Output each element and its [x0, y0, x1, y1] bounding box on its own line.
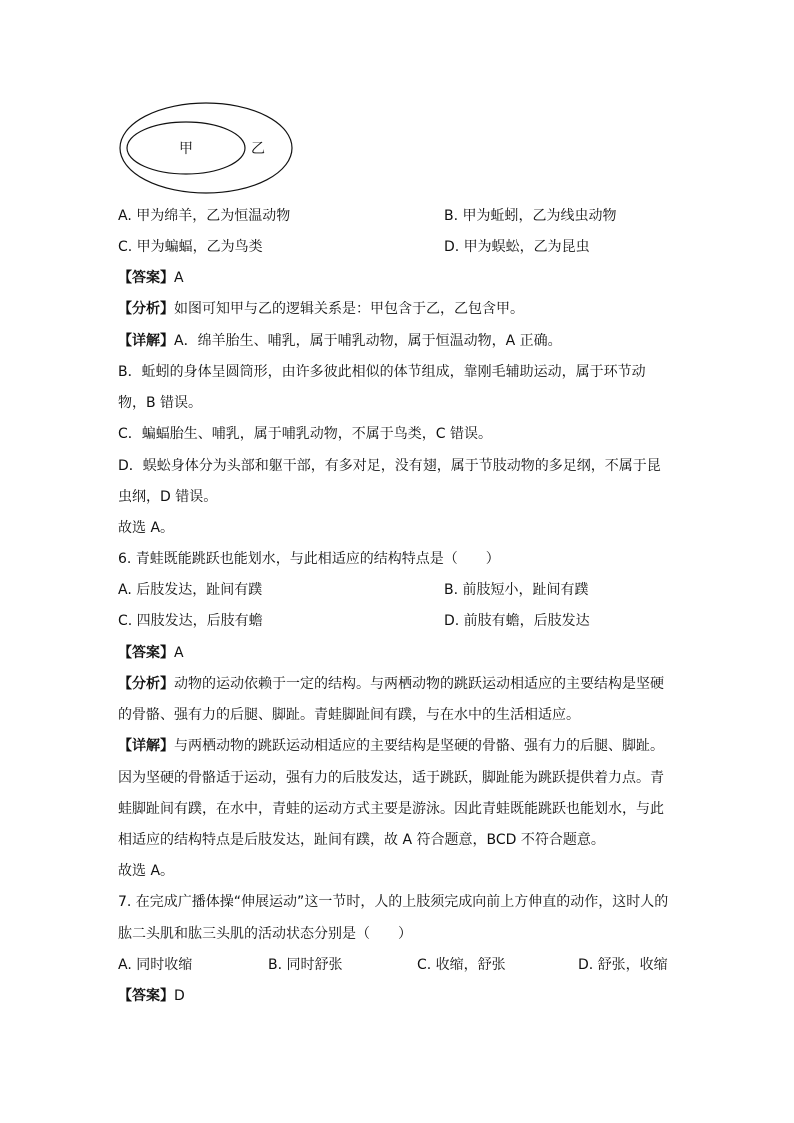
q6-conclusion: 故选 A。 — [118, 863, 175, 879]
q7-option-d: D. 舒张，收缩 — [578, 957, 668, 973]
q6-option-d: D. 前肢有蟾，后肢发达 — [444, 613, 590, 629]
q5-conclusion: 故选 A。 — [118, 520, 175, 536]
q7-answer — [118, 986, 185, 1006]
q7-option-b: B. 同时舒张 — [268, 957, 343, 973]
q6-option-b: B. 前肢短小，趾间有蹼 — [444, 582, 589, 598]
q5-detail-line-2: B．蚯蚓的身体呈圆筒形，由许多彼此相似的体节组成，靠刚毛辅助运动，属于环节动 — [118, 364, 646, 380]
q5-option-b: B. 甲为蚯蚓，乙为线虫动物 — [444, 208, 617, 224]
q5-detail-line-3: 物，B 错误。 — [118, 395, 203, 411]
q6-analysis-line-1 — [118, 674, 664, 694]
detail-text: 与两栖动物的跳跃运动相适应的主要结构是坚硬的骨骼、强有力的后腿、脚趾。 — [174, 738, 664, 754]
answer-tag: 【答案】 — [118, 270, 174, 286]
q5-detail-line-5: D．蜈蚣身体分为头部和躯干部，有多对足，没有翅，属于节肢动物的多足纲，不属于昆 — [118, 458, 661, 474]
outer-label: 乙 — [251, 141, 265, 157]
analysis-text: 动物的运动依赖于一定的结构。与两栖动物的跳跃运动相适应的主要结构是坚硬 — [174, 676, 664, 692]
q5-option-c: C. 甲为蝙蝠，乙为鸟类 — [118, 239, 263, 255]
q6-detail-line-1 — [118, 736, 664, 756]
q5-detail-line-6: 虫纲，D 错误。 — [118, 489, 218, 505]
detail-text: A．绵羊胎生、哺乳，属于哺乳动物，属于恒温动物，A 正确。 — [174, 333, 562, 349]
q5-option-d: D. 甲为蜈蚣，乙为昆虫 — [444, 239, 590, 255]
q5-option-a: A. 甲为绵羊，乙为恒温动物 — [118, 208, 291, 224]
outer-ellipse — [120, 103, 292, 193]
q5-detail-line-4: C．蝙蝠胎生、哺乳，属于哺乳动物，不属于鸟类，C 错误。 — [118, 426, 492, 442]
analysis-text: 如图可知甲与乙的逻辑关系是：甲包含于乙，乙包含甲。 — [174, 301, 524, 317]
answer-tag: 【答案】 — [118, 988, 174, 1004]
q6-detail-line-2: 因为坚硬的骨骼适于运动，强有力的后肢发达，适于跳跃，脚趾能为跳跃提供着力点。青 — [118, 770, 664, 786]
q6-detail-line-4: 相适应的结构特点是后肢发达，趾间有蹼，故 A 符合题意，BCD 不符合题意。 — [118, 832, 605, 848]
analysis-tag: 【分析】 — [118, 301, 174, 317]
answer-tag: 【答案】 — [118, 645, 174, 661]
answer-value: A — [174, 270, 184, 286]
answer-value: D — [174, 988, 185, 1004]
inner-label: 甲 — [179, 141, 193, 157]
q7-question-line-2: 肱二头肌和肱三头肌的活动状态分别是（ ） — [118, 926, 412, 942]
q6-analysis-line-2: 的骨骼、强有力的后腿、脚趾。青蛙脚趾间有蹼，与在水中的生活相适应。 — [118, 707, 580, 723]
q7-question-line-1: 7. 在完成广播体操“伸展运动”这一节时，人的上肢须完成向前上方伸直的动作，这时人的 — [118, 894, 669, 910]
q6-answer — [118, 643, 184, 663]
analysis-tag: 【分析】 — [118, 676, 174, 692]
answer-value: A — [174, 645, 184, 661]
q7-option-a: A. 同时收缩 — [118, 957, 193, 973]
q6-option-c: C. 四肢发达，后肢有蟾 — [118, 613, 263, 629]
detail-tag: 【详解】 — [118, 738, 174, 754]
q6-option-a: A. 后肢发达，趾间有蹼 — [118, 582, 263, 598]
q6-detail-line-3: 蛙脚趾间有蹼，在水中，青蛙的运动方式主要是游泳。因此青蛙既能跳跃也能划水，与此 — [118, 801, 664, 817]
venn-diagram — [118, 100, 294, 196]
q5-detail-line-1 — [118, 331, 562, 351]
q7-option-c: C. 收缩，舒张 — [417, 957, 506, 973]
q5-answer — [118, 268, 184, 288]
q6-question: 6. 青蛙既能跳跃也能划水，与此相适应的结构特点是（ ） — [118, 551, 500, 567]
q5-analysis — [118, 299, 524, 319]
detail-tag: 【详解】 — [118, 333, 174, 349]
